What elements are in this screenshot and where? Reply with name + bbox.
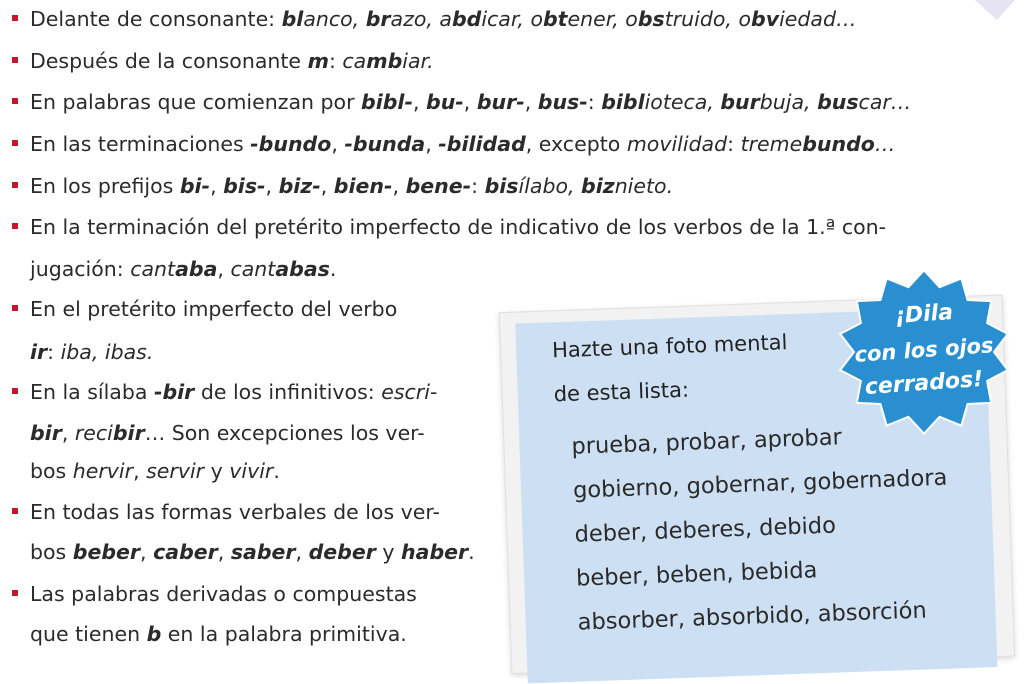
card-word-list-item: deber, deberes, debido	[574, 512, 837, 548]
rule-text	[30, 215, 886, 239]
rule-text	[30, 540, 475, 564]
rule-segment: -bunda	[344, 132, 426, 156]
rule-segment: saber	[230, 540, 296, 564]
rule-segment: haber	[401, 540, 469, 564]
rule-segment: bene-	[405, 174, 472, 198]
rule-segment: bus	[817, 90, 859, 114]
rule-segment: hervir	[72, 459, 134, 483]
rule-text	[30, 421, 425, 445]
bullet-icon	[12, 223, 18, 229]
rule-segment: En el pretérito imperfecto del verbo	[30, 297, 398, 321]
rule-segment: ,	[524, 90, 538, 114]
rule-segment: -bundo	[250, 132, 332, 156]
rule-segment: escri-	[381, 380, 438, 404]
bullet-icon	[12, 15, 18, 21]
rule-segment: :	[587, 90, 602, 114]
card-heading-line1: Hazte una foto mental	[551, 330, 788, 363]
rule-text	[30, 622, 407, 646]
rule-text	[30, 7, 856, 31]
rule-segment: ioteca,	[644, 90, 721, 114]
rule-segment: aba	[175, 257, 218, 281]
rule-segment: a	[439, 7, 452, 31]
rule-text	[30, 500, 440, 524]
badge-text-line3: cerrados!	[864, 366, 984, 401]
rule-segment: o	[530, 7, 543, 31]
rule-segment: Después de la consonante	[30, 49, 308, 73]
page-corner-decoration	[975, 0, 1015, 20]
rule-segment: buja,	[759, 90, 818, 114]
rule-segment: bien-	[333, 174, 393, 198]
rule-segment: bundo	[802, 132, 875, 156]
rule-segment: .	[468, 540, 475, 564]
card-word-list-item: prueba, probar, aprobar	[571, 424, 843, 460]
rule-segment: bis-	[223, 174, 266, 198]
rule-segment: ,	[133, 459, 147, 483]
rule-segment: bl	[281, 7, 304, 31]
rule-segment: ,	[412, 90, 427, 114]
rule-segment: br	[365, 7, 391, 31]
rule-text	[30, 90, 911, 114]
card-word-list-item: absorber, absorbido, absorción	[577, 597, 928, 636]
rule-segment: bibl	[601, 90, 645, 114]
rule-segment: En la sílaba	[30, 380, 154, 404]
bullet-icon	[12, 590, 18, 596]
rule-segment: de los infinitivos:	[194, 380, 382, 404]
rule-segment: :	[47, 340, 61, 364]
rule-text	[30, 174, 673, 198]
rule-segment: ,	[392, 174, 406, 198]
starburst-badge	[830, 262, 1018, 442]
rule-segment: ,	[140, 540, 154, 564]
rule-segment: bir	[30, 421, 62, 445]
rule-segment: bd	[451, 7, 482, 31]
rule-segment: ,	[265, 174, 279, 198]
bullet-icon	[12, 182, 18, 188]
rule-segment: .	[329, 257, 337, 281]
rule-segment: mb	[366, 49, 403, 73]
rule-segment: deber	[308, 540, 376, 564]
rule-segment: ,	[217, 257, 231, 281]
bullet-icon	[12, 98, 18, 104]
rule-segment: ,	[320, 174, 334, 198]
rule-segment: bur	[720, 90, 760, 114]
rule-segment: icar,	[481, 7, 531, 31]
rule-segment: b	[146, 622, 162, 646]
rule-segment: ,	[425, 132, 439, 156]
rule-segment: , excepto	[525, 132, 627, 156]
rule-text	[30, 297, 397, 321]
rule-segment: en la palabra primitiva.	[161, 622, 407, 646]
rule-segment: En todas las formas verbales de los ver-	[30, 500, 440, 524]
bullet-icon	[12, 57, 18, 63]
rule-segment: biz-	[278, 174, 321, 198]
rule-segment: reci	[74, 421, 113, 445]
rule-segment: bt	[543, 7, 568, 31]
rule-segment: iba, ibas.	[60, 340, 154, 364]
rule-segment: bos	[30, 459, 73, 483]
rule-segment: Las palabras derivadas o compuestas	[30, 582, 417, 606]
rule-segment: ,	[61, 421, 75, 445]
rule-segment: …	[874, 132, 896, 156]
bullet-icon	[12, 508, 18, 514]
rule-segment: y	[204, 459, 230, 483]
rule-segment: iar.	[402, 49, 434, 73]
rule-segment: :	[328, 49, 343, 73]
rule-segment: o	[625, 7, 638, 31]
rule-text	[30, 49, 434, 73]
bullet-icon	[12, 388, 18, 394]
rule-segment: nieto.	[614, 174, 674, 198]
card-heading-line2: de esta lista:	[553, 377, 690, 407]
rule-segment: ,	[331, 132, 345, 156]
badge-text-line1: ¡Dila	[894, 299, 954, 330]
rule-segment: o	[738, 7, 752, 31]
rule-segment: ,	[217, 540, 231, 564]
rule-segment: En las terminaciones	[30, 132, 251, 156]
rule-segment: cant	[130, 257, 176, 281]
rule-segment: bi-	[179, 174, 211, 198]
rule-segment: … Son excepciones los ver-	[144, 421, 425, 445]
rule-segment: .	[273, 459, 280, 483]
card-word-list-item: gobierno, gobernar, gobernadora	[572, 464, 948, 504]
rule-segment: beber	[72, 540, 141, 564]
rule-segment: bis	[484, 174, 519, 198]
rule-segment: ,	[463, 90, 477, 114]
rule-segment: servir	[146, 459, 205, 483]
rule-segment: bu-	[426, 90, 464, 114]
rule-segment: :	[471, 174, 485, 198]
rule-text	[30, 459, 280, 483]
bullet-icon	[12, 140, 18, 146]
rule-segment: cant	[230, 257, 276, 281]
rule-segment: ener,	[567, 7, 626, 31]
rule-text	[30, 582, 417, 606]
rule-segment: m	[307, 49, 329, 73]
rule-segment: bs	[637, 7, 665, 31]
rule-segment: ,	[210, 174, 224, 198]
rule-segment: -bilidad	[438, 132, 526, 156]
rule-segment: vivir	[229, 459, 274, 483]
rule-segment: bibl-	[361, 90, 413, 114]
rule-segment: bos	[30, 540, 73, 564]
rule-segment: ir	[30, 340, 48, 364]
rule-text	[30, 132, 895, 156]
rule-segment: car…	[858, 90, 912, 114]
bullet-icon	[12, 305, 18, 311]
rule-segment: bv	[751, 7, 780, 31]
rule-segment: caber	[153, 540, 218, 564]
rule-segment: bur-	[476, 90, 525, 114]
card-word-list-item: beber, beben, bebida	[575, 557, 818, 592]
badge-text-line2: con los ojos	[853, 333, 995, 367]
rule-segment: ca	[342, 49, 367, 73]
rule-segment: y	[375, 540, 402, 564]
rule-segment: que tienen	[30, 622, 147, 646]
rule-segment: biz	[581, 174, 615, 198]
rule-segment: En los prefijos	[30, 174, 180, 198]
rule-segment: :	[727, 132, 741, 156]
rule-segment: ,	[295, 540, 309, 564]
rule-segment: bus-	[537, 90, 588, 114]
rule-text	[30, 257, 336, 281]
rule-segment: En palabras que comienzan por	[30, 90, 362, 114]
rule-text	[30, 340, 153, 364]
rule-segment: jugación:	[30, 257, 131, 281]
rule-segment: bir	[112, 421, 145, 445]
rule-segment: -bir	[153, 380, 195, 404]
rule-segment: abas	[275, 257, 330, 281]
rule-segment: movilidad	[626, 132, 728, 156]
rule-segment: ílabo,	[518, 174, 582, 198]
rule-segment: iedad…	[779, 7, 857, 31]
rule-segment: En la terminación del pretérito imperfecto de indicativo de los verbos de la 1.ª con-	[30, 215, 887, 239]
rule-segment: azo,	[390, 7, 440, 31]
rule-text	[30, 380, 437, 404]
rule-segment: truido,	[664, 7, 739, 31]
rule-segment: Delante de consonante:	[30, 7, 282, 31]
rule-segment: anco,	[303, 7, 366, 31]
rule-segment: treme	[740, 132, 803, 156]
